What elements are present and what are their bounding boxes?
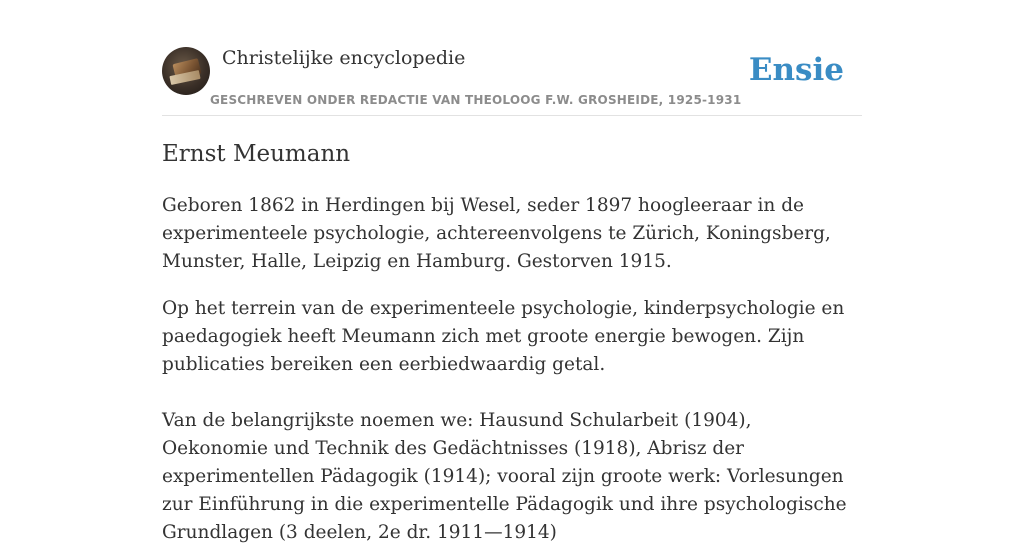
article-paragraph: Geboren 1862 in Herdingen bij Wesel, seder 1897 hoogleeraar in de experimenteele psychologie, achtereenvolgens te Zürich, Koningsberg, Munster, Halle, Leipzig en Hamburg. Gestorven 1915. <box>162 195 831 272</box>
encyclopedia-avatar[interactable] <box>162 47 210 95</box>
article-paragraph: Op het terrein van de experimenteele psychologie, kinderpsychologie en paedagogiek heeft Meumann zich met groote energie bewogen. Zijn publicaties bereiken een eerbiedwaardig getal. <box>162 298 845 375</box>
encyclopedia-subtitle: GESCHREVEN ONDER REDACTIE VAN THEOLOOG F.W. GROSHEIDE, 1925-1931 <box>210 93 742 107</box>
encyclopedia-title-link[interactable]: Christelijke encyclopedie <box>222 47 466 69</box>
article-content <box>162 138 862 547</box>
article-paragraph: Van de belangrijkste noemen we: Hausund Schularbeit (1904), Oekonomie und Technik des Gedächtnisses (1918), Abrisz der experimentellen Pädagogik (1914); vooral zijn groote werk: Vorlesungen zur Einführung in die experimentelle Pädagogik und ihre psychologische Grundlagen (3 deelen, 2e dr. 1911—1914) <box>162 410 847 543</box>
article-title: Ernst Meumann <box>162 141 351 167</box>
ensie-logo-link[interactable]: Ensie <box>748 52 844 88</box>
site-header <box>162 46 862 116</box>
